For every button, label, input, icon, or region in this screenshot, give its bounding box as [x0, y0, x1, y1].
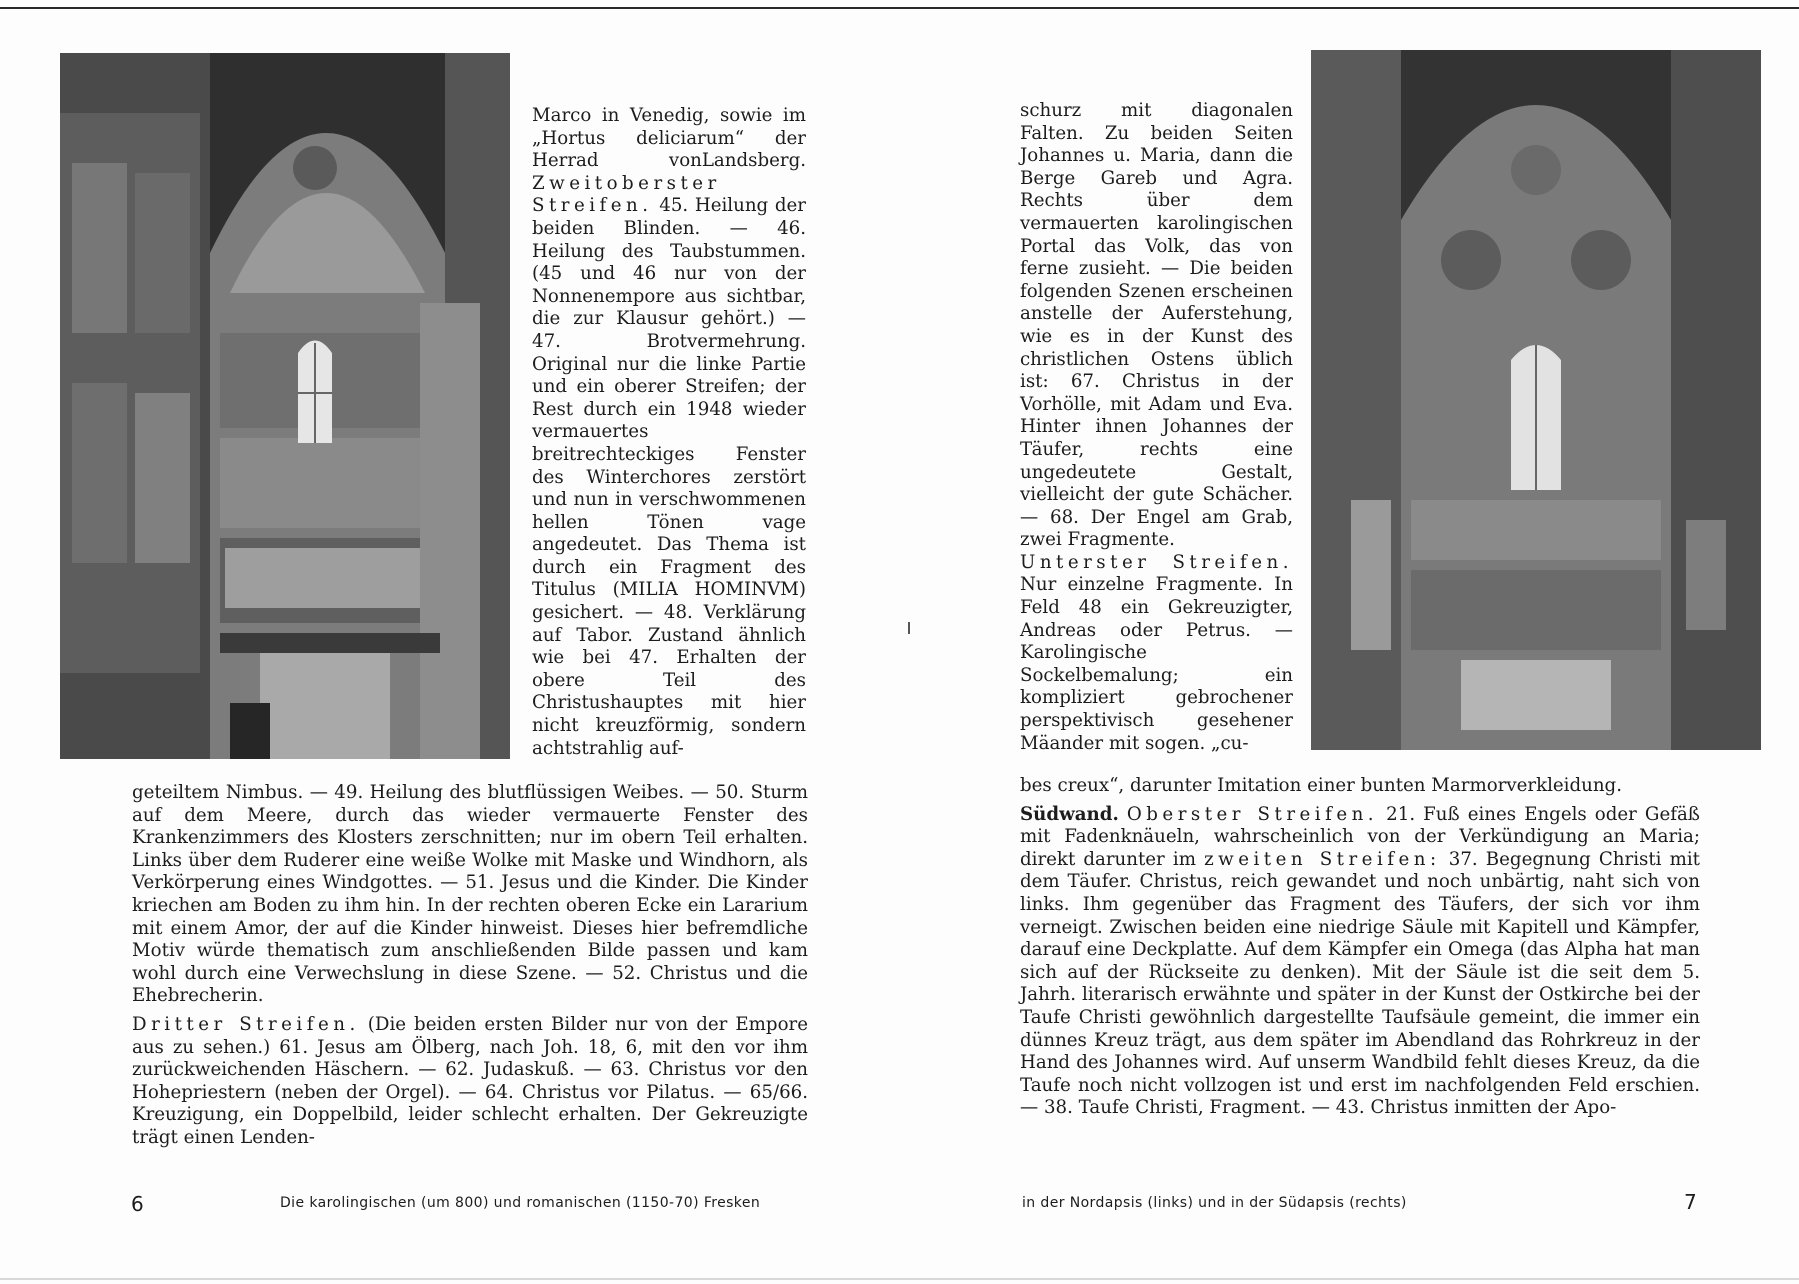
caption-left: Die karolingischen (um 800) und romanischen (1150-70) Fresken: [280, 1195, 761, 1211]
left-paragraph-2: [132, 1014, 808, 1150]
left-full-text: [132, 782, 808, 1150]
nordapsis-photo: [60, 53, 510, 759]
right-paragraph-2-text-b: 37. Begegnung Christi mit dem Täufer. Christus, reich gewandet und noch unbärtig, naht sich von links. Ihm gegenüber das Fragment des Täufers, der sich vor ihm verneigt. Zwischen beiden eine niedrige Säule mit Kapitell und Kämpfer, darauf eine Deckplatte. Auf dem Kämpfer ein Omega (das Alpha hat man sich auf der Rückseite zu denken). Mit der Säule ist die seit dem 5. Jahrh. literarisch erwähnte und später in der Kunst der Ostkirche bei der Taufe Christi gewöhnlich dargestellte Taufsäule gemeint, die immer ein dünnes Kreuz trägt, aus dem später im Abendland das Rohrkreuz in der Hand des Johannes wird. Auf unserm Wandbild fehlt dieses Kreuz, da die Taufe noch nicht vollzogen ist und erst im nachfolgenden Feld erschien. — 38. Taufe Christi, Fragment. — 43. Christus inmitten der Apo-: [1020, 848, 1700, 1119]
page-number-right: 7: [1684, 1190, 1697, 1214]
right-spaced-heading-zweiter: zweiten Streifen:: [1204, 848, 1441, 870]
left-column-paragraph: [532, 105, 806, 760]
nordapsis-fresco-photo-icon: [60, 53, 510, 759]
right-column-spaced-heading: Unterster Streifen.: [1020, 551, 1293, 573]
right-column-text-2: Nur einzelne Fragmente. In Feld 48 ein Gekreuzigter, Andreas oder Petrus. — Karolingische Sockelbemalung; ein kompliziert gebrochener perspektivisch gesehener Mäander mit sogen. „cu-: [1020, 574, 1293, 754]
right-column-paragraph-2: [1020, 552, 1293, 755]
scan-bottom-edge: [0, 1278, 1799, 1280]
right-paragraph-1: bes creux“, darunter Imitation einer bunten Marmorverkleidung.: [1020, 775, 1622, 796]
page-number-left: 6: [131, 1192, 144, 1216]
left-column-text-2: 45. Heilung der beiden Blinden. — 46. Heilung des Taubstummen. (45 und 46 nur von der Nonnenempore aus sichtbar, die zur Klausur gehört.) — 47. Brotvermehrung. Original nur die linke Partie und ein oberer Streifen; der Rest durch ein 1948 wieder vermauertes breitrechteckiges Fenster des Winterchores zerstört und nun in verschwommenen hellen Tönen vage angedeutet. Das Thema ist durch ein Fragment des Titulus (MILIA HOMINVM) gesichert. — 48. Verklärung auf Tabor. Zustand ähnlich wie bei 47. Erhalten der obere Teil des Christushauptes mit hier nicht kreuzförmig, sondern achtstrahlig auf-: [532, 195, 806, 759]
left-spaced-heading-dritter: Dritter Streifen.: [132, 1013, 360, 1035]
right-column-text: [1020, 100, 1293, 755]
right-column-paragraph-1: schurz mit diagonalen Falten. Zu beiden Seiten Johannes u. Maria, dann die Berge Gareb und Agra. Rechts über dem vermauerten karolingischen Portal das Volk, das von ferne zusieht. — Die beiden folgenden Szenen erscheinen anstelle der Auferstehung, wie es in der Kunst des christlichen Ostens üblich ist: 67. Christus in der Vorhölle, mit Adam und Eva. Hinter ihnen Johannes der Täufer, rechts eine ungedeutete Gestalt, vielleicht der gute Schächer. — 68. Der Engel am Grab, zwei Fragmente.: [1020, 100, 1293, 551]
left-column-text-1: Marco in Venedig, sowie im „Hortus deliciarum“ der Herrad vonLandsberg.: [532, 105, 806, 172]
right-full-text: [1020, 775, 1700, 1120]
suedwand-heading: Südwand.: [1020, 803, 1119, 825]
left-paragraph-2-text: (Die beiden ersten Bilder nur von der Empore aus zu sehen.) 61. Jesus am Ölberg, nach Joh. 18, 6, mit den vor ihm zurückweichenden Häschern. — 62. Judaskuß. — 63. Christus vor den Hohepriestern (neben der Orgel). — 64. Christus vor Pilatus. — 65/66. Kreuzigung, ein Doppelbild, leider schlecht erhalten. Der Gekreuzigte trägt einen Lenden-: [132, 1013, 808, 1148]
right-page: [905, 0, 1795, 1270]
suedapsis-fresco-photo-icon: [1311, 50, 1761, 750]
suedapsis-photo: [1311, 50, 1761, 750]
right-paragraph-2: [1020, 804, 1700, 1120]
left-column-spaced-heading: Zweitoberster Streifen.: [532, 172, 721, 217]
caption-right: in der Nordapsis (links) und in der Südapsis (rechts): [1022, 1195, 1407, 1211]
left-page: [0, 0, 890, 1270]
left-column-text: [532, 105, 806, 760]
left-paragraph-1: geteiltem Nimbus. — 49. Heilung des blutflüssigen Weibes. — 50. Sturm auf dem Meere, durch das wieder vermauerte Fenster des Krankenzimmers des Klosters zerschnitten; nur im obern Teil erhalten. Links über dem Ruderer eine weiße Wolke mit Maske und Windhorn, als Verkörperung eines Windgottes. — 51. Jesus und die Kinder. Die Kinder kriechen am Boden zu ihm hin. In der rechten oberen Ecke ein Lararium mit einem Amor, der auf die Kinder hinweist. Dieses hier befremdliche Motiv würde thematisch zum anschließenden Bilde passen und kam wohl durch eine Verwechslung in diese Szene. — 52. Christus und die Ehebrecherin.: [132, 782, 808, 1007]
right-spaced-heading-oberster: Oberster Streifen.: [1126, 803, 1379, 825]
right-paragraph-2-text-a: 21. Fuß eines Engels oder Gefäß mit Fadenknäueln, wahrscheinlich von der Verkündigung an Maria; direkt darunter im: [1020, 803, 1700, 870]
